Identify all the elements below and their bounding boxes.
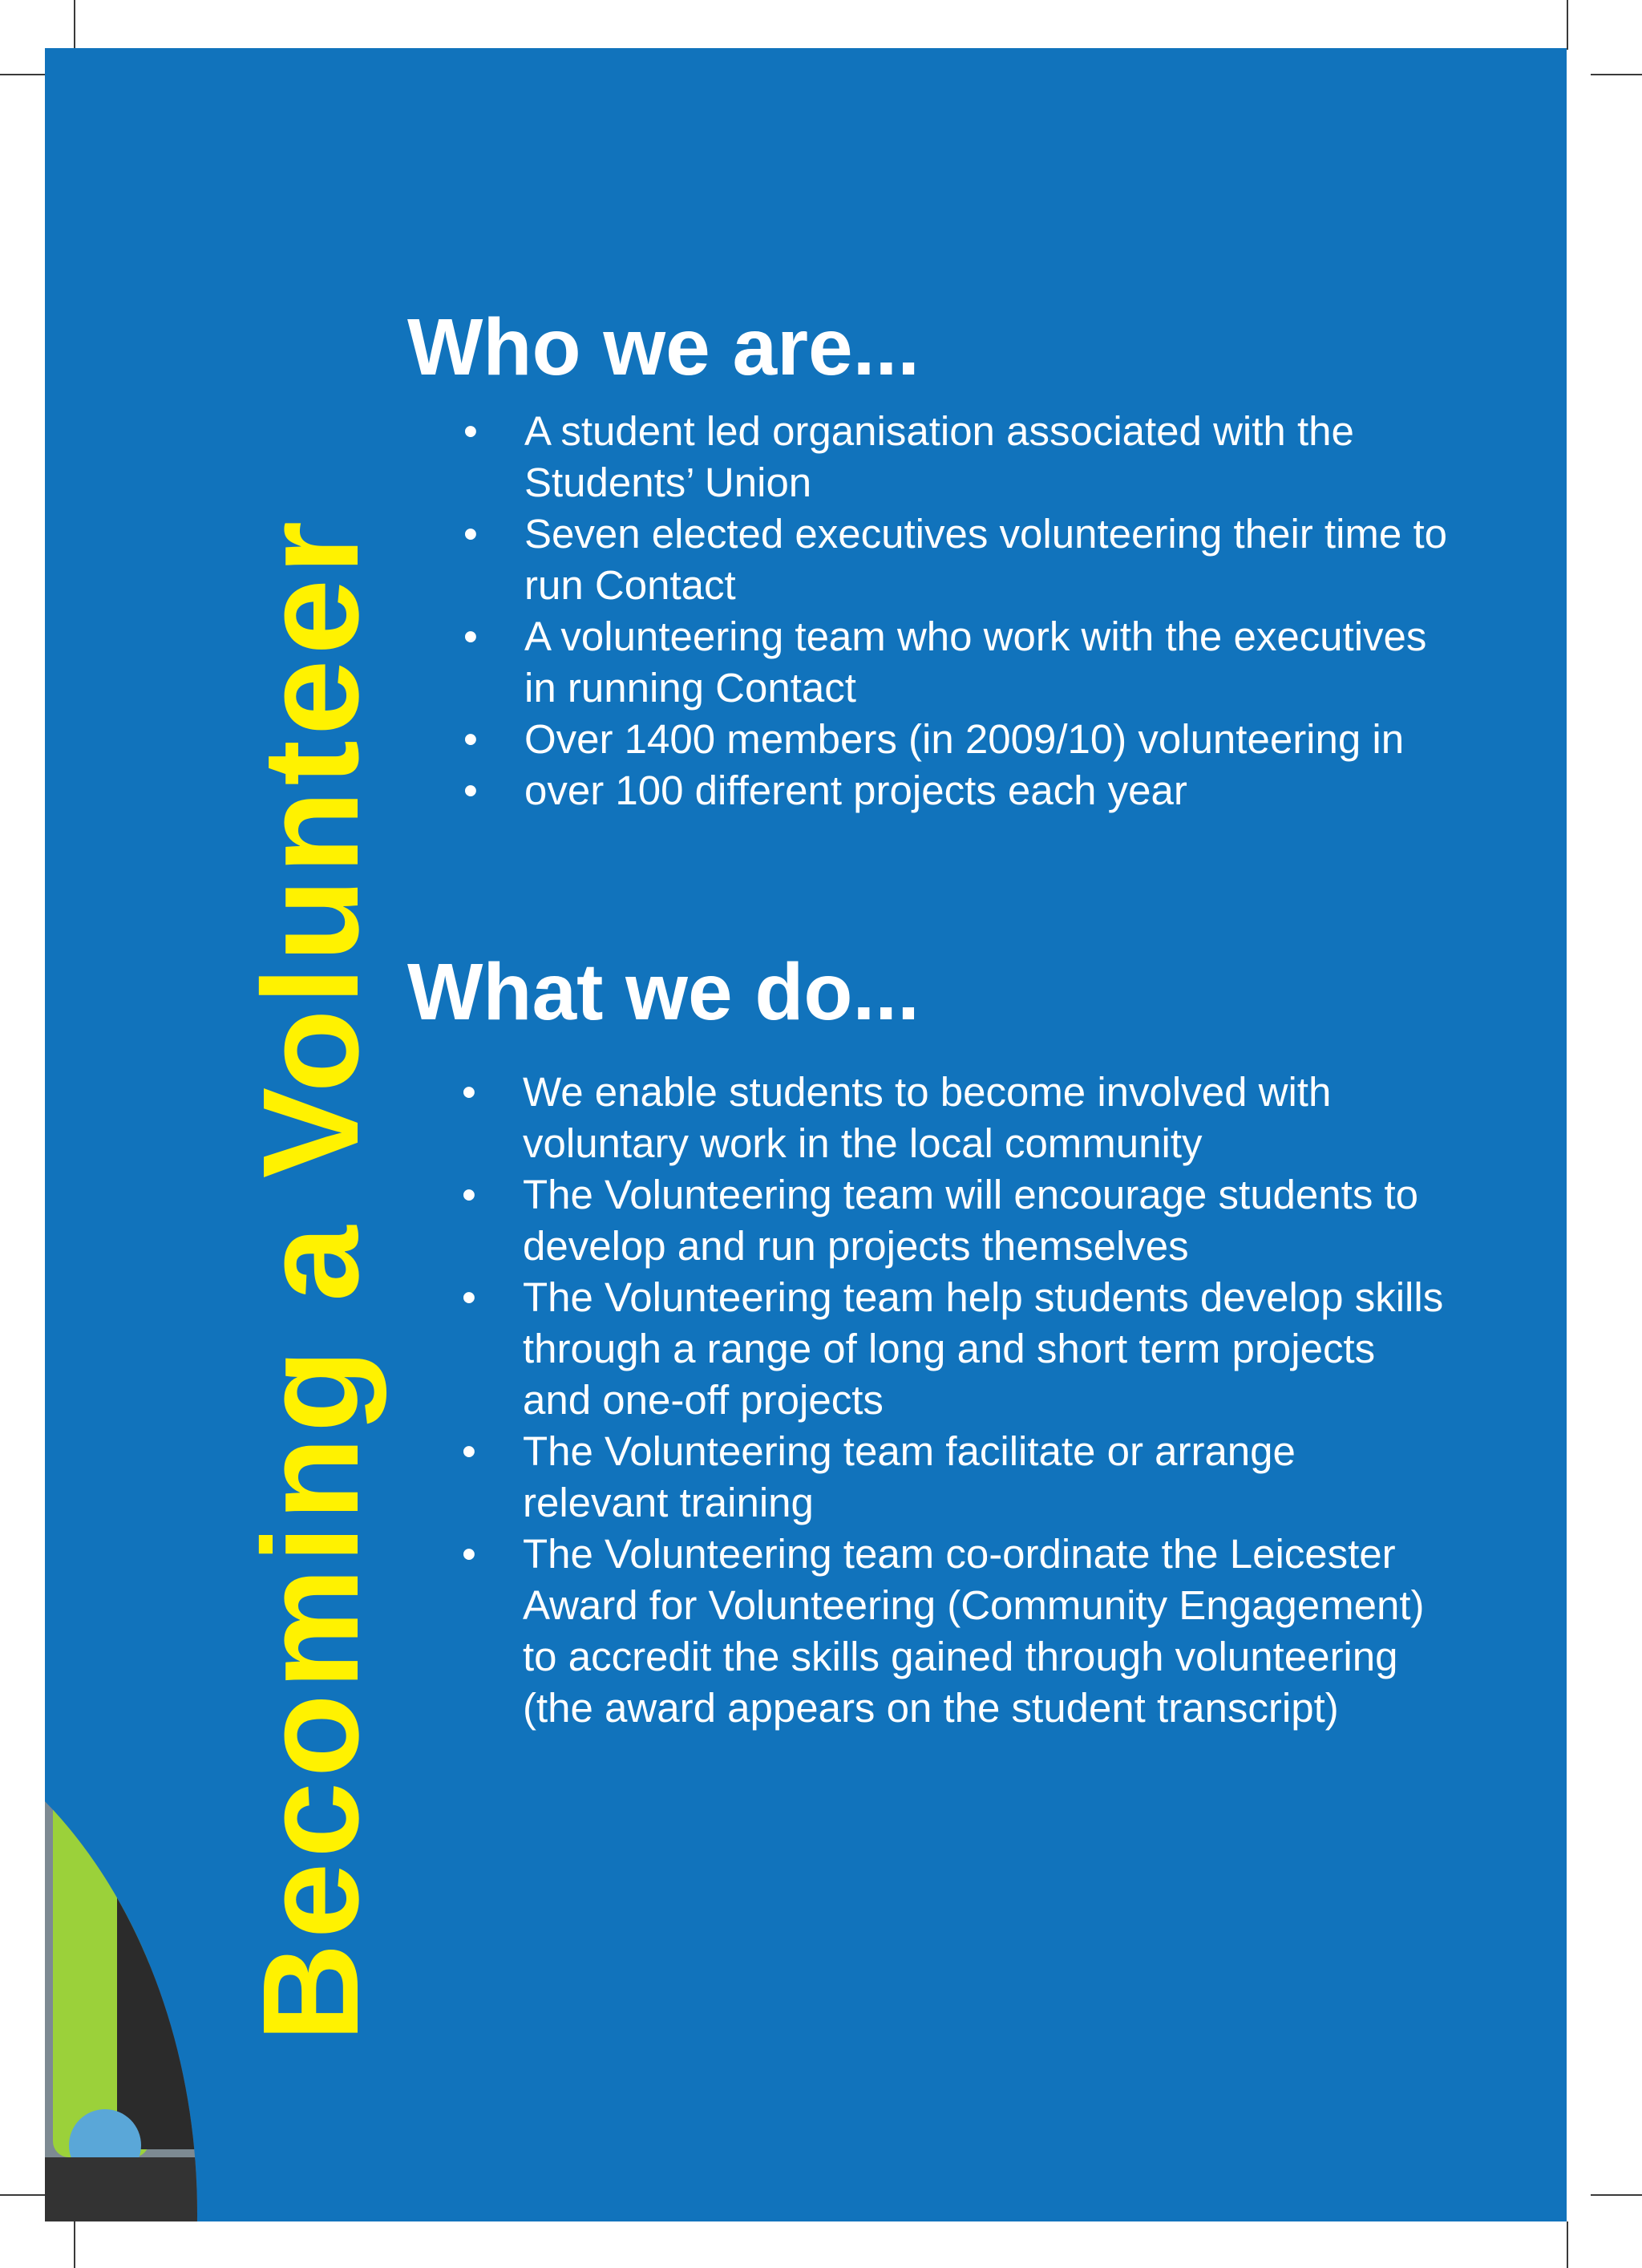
- list-item: • A volunteering team who work with the executives in running Contact: [455, 611, 1450, 714]
- photo-shadow: [45, 2157, 197, 2221]
- list-item: • Over 1400 members (in 2009/10) volunteering in: [455, 714, 1450, 765]
- list-item: • The Volunteering team will encourage students to develop and run projects themselves: [454, 1169, 1448, 1272]
- list-item: • The Volunteering team co-ordinate the Leicester Award for Volunteering (Community Engagement) to accredit the skills gained through volunteering (the award appears on the student transcript): [454, 1529, 1448, 1734]
- list-item: • over 100 different projects each year: [455, 765, 1450, 816]
- crop-mark: [74, 0, 75, 50]
- crop-mark: [1591, 74, 1642, 75]
- what-heading: What we do...: [407, 947, 920, 1037]
- list-item: • The Volunteering team help students develop skills through a range of long and short term projects and one-off projects: [454, 1272, 1448, 1426]
- crop-mark: [1567, 2221, 1568, 2268]
- list-item: • We enable students to become involved with voluntary work in the local community: [454, 1067, 1448, 1169]
- volunteer-photo: [45, 1692, 197, 2221]
- crop-mark: [0, 74, 50, 75]
- who-heading: Who we are...: [407, 302, 920, 392]
- list-item: • Seven elected executives volunteering their time to run Contact: [455, 508, 1450, 611]
- crop-mark: [1591, 2194, 1642, 2196]
- crop-mark: [74, 2221, 75, 2268]
- what-list: [454, 1067, 1448, 1734]
- list-item: • The Volunteering team facilitate or arrange relevant training: [454, 1426, 1448, 1529]
- who-list: [455, 406, 1450, 816]
- photo-sleeve: [117, 1812, 197, 2149]
- list-item: • A student led organisation associated with the Students’ Union: [455, 406, 1450, 508]
- crop-mark: [1567, 0, 1568, 50]
- crop-mark: [0, 2194, 50, 2196]
- side-title: Becoming a Volunteer: [235, 516, 387, 2042]
